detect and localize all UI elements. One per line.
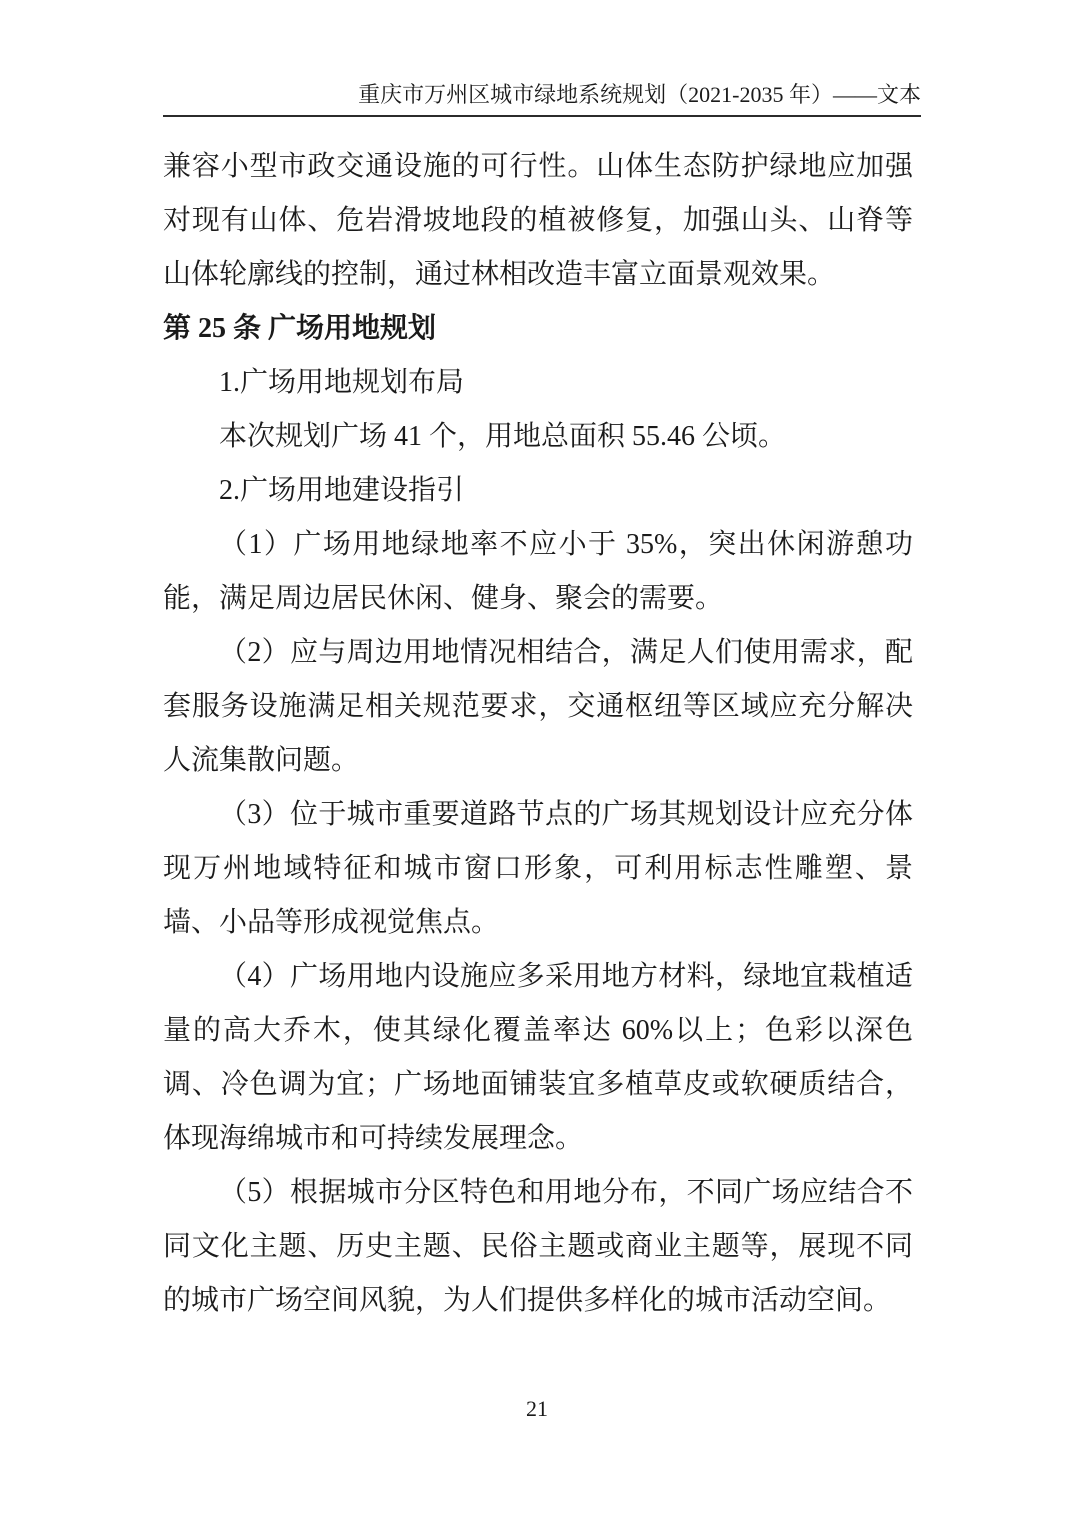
paragraph: （2）应与周边用地情况相结合，满足人们使用需求，配套服务设施满足相关规范要求，交通枢纽等区域应充分解决人流集散问题。 bbox=[163, 637, 913, 776]
page-number: 21 bbox=[526, 1396, 548, 1421]
header-divider bbox=[163, 115, 921, 117]
paragraph: （5）根据城市分区特色和用地分布，不同广场应结合不同文化主题、历史主题、民俗主题或商业主题等，展现不同的城市广场空间风貌，为人们提供多样化的城市活动空间。 bbox=[163, 1177, 913, 1316]
paragraph: （1）广场用地绿地率不应小于 35%，突出休闲游憩功能，满足周边居民休闲、健身、聚会的需要。 bbox=[163, 529, 913, 614]
paragraph: 1.广场用地规划布局 bbox=[219, 367, 465, 398]
running-header-title: 重庆市万州区城市绿地系统规划（2021-2035 年）——文本 bbox=[358, 82, 921, 107]
paragraph: （4）广场用地内设施应多采用地方材料，绿地宜栽植适量的高大乔木，使其绿化覆盖率达 60%以上；色彩以深色调、冷色调为宜；广场地面铺装宜多植草皮或软硬质结合，体现海绵城市和可持续发展理念。 bbox=[163, 961, 913, 1154]
paragraph: 2.广场用地建设指引 bbox=[219, 475, 465, 506]
paragraph: 兼容小型市政交通设施的可行性。山体生态防护绿地应加强对现有山体、危岩滑坡地段的植被修复，加强山头、山脊等山体轮廓线的控制，通过林相改造丰富立面景观效果。 bbox=[163, 151, 913, 290]
paragraph: （3）位于城市重要道路节点的广场其规划设计应充分体现万州地域特征和城市窗口形象，可利用标志性雕塑、景墙、小品等形成视觉焦点。 bbox=[163, 799, 913, 938]
document-body bbox=[163, 140, 913, 1328]
section-heading: 第 25 条 广场用地规划 bbox=[163, 313, 437, 344]
paragraph: 本次规划广场 41 个，用地总面积 55.46 公顷。 bbox=[219, 421, 787, 452]
